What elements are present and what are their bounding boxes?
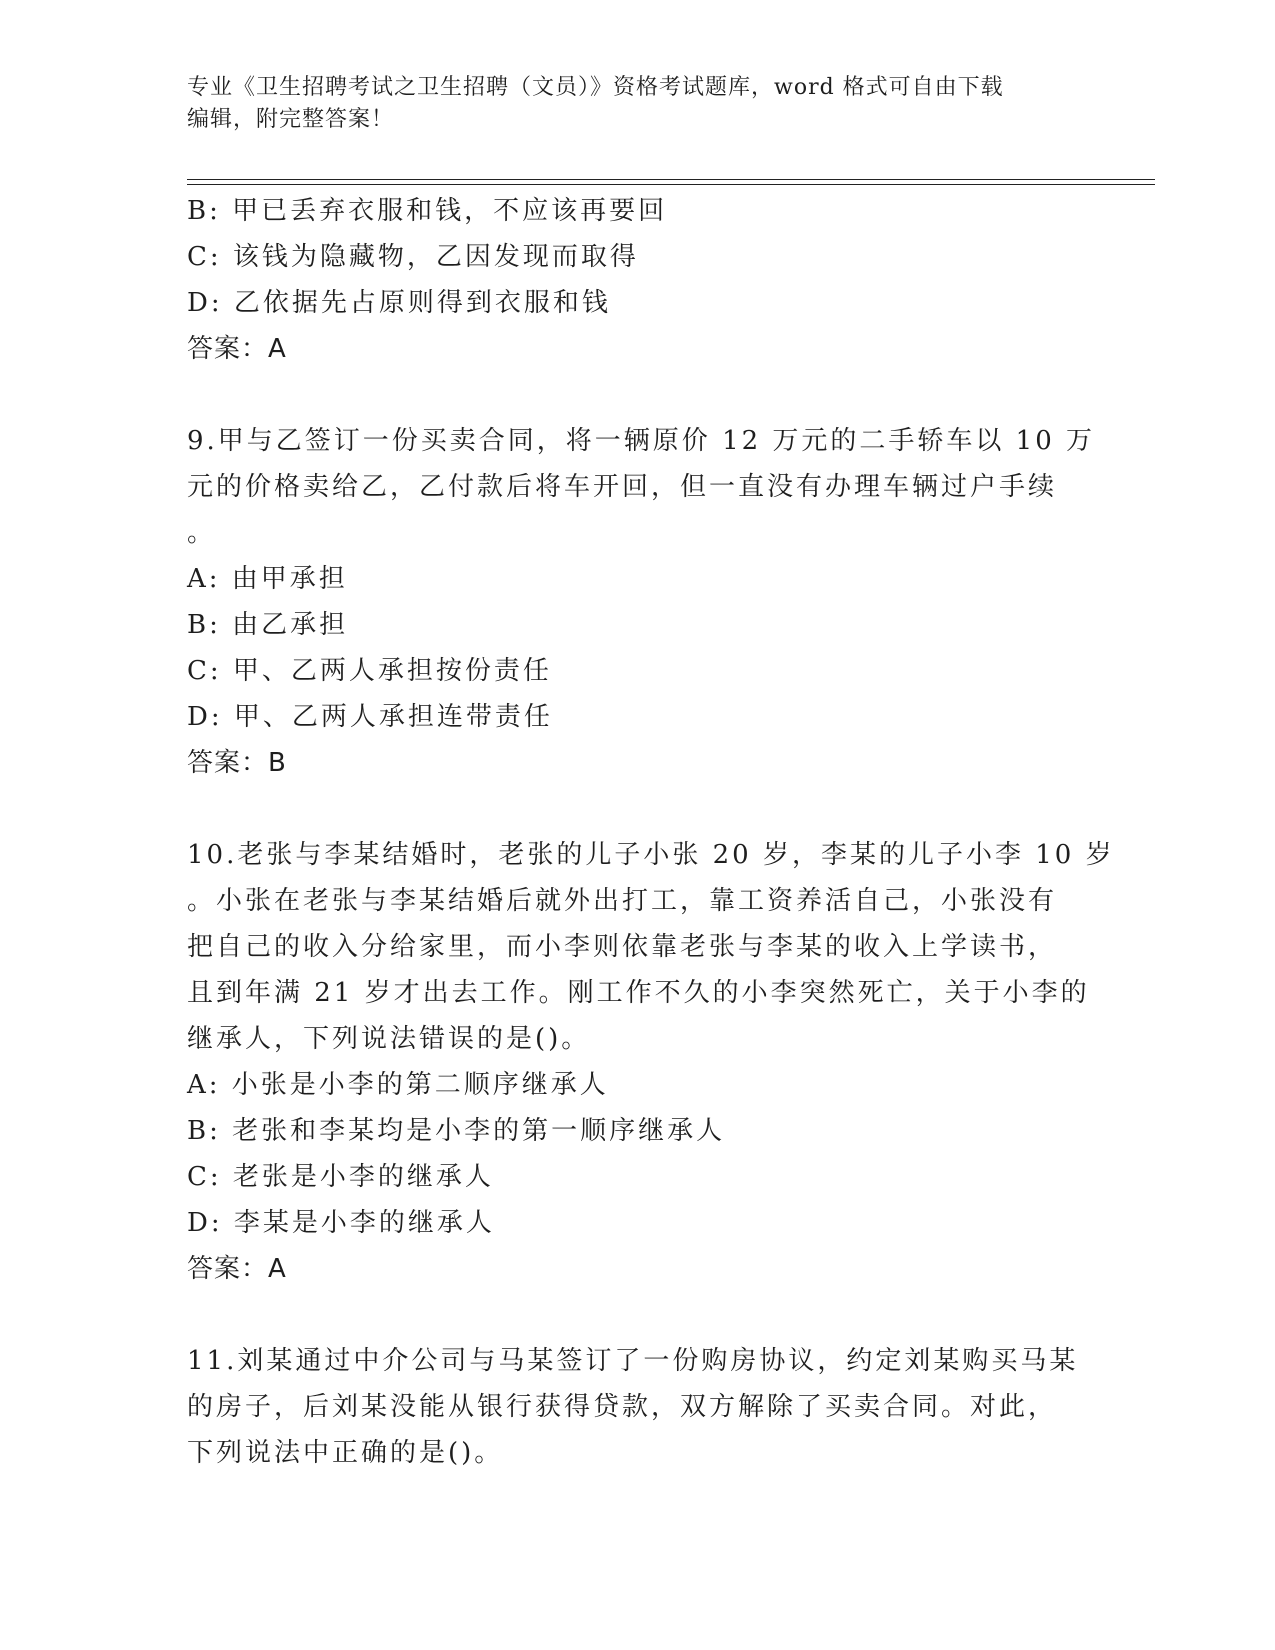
option-c: C: 老张是小李的继承人: [187, 1162, 494, 1192]
option-a: A: 由甲承担: [187, 564, 348, 594]
option-c: C: 甲、乙两人承担按份责任: [187, 656, 552, 686]
question-stem-line: 的房子，后刘某没能从银行获得贷款，双方解除了买卖合同。对此，: [187, 1392, 1058, 1422]
option-b: B: 老张和李某均是小李的第一顺序继承人: [187, 1116, 726, 1146]
question-stem-line: 下列说法中正确的是()。: [187, 1438, 504, 1468]
option-b: B: 甲已丢弃衣服和钱，不应该再要回: [187, 196, 668, 226]
document-header: [187, 72, 1067, 136]
answer-line: 答案：A: [187, 1254, 287, 1284]
question-stem-line: 。: [187, 518, 217, 548]
header-divider-top: [187, 179, 1155, 180]
header-divider-bottom: [187, 184, 1155, 185]
option-d: D: 甲、乙两人承担连带责任: [187, 702, 553, 732]
question-stem-line: 9.甲与乙签订一份买卖合同，将一辆原价 12 万元的二手轿车以 10 万: [187, 426, 1096, 456]
question-stem-line: 。小张在老张与李某结婚后就外出打工，靠工资养活自己，小张没有: [187, 886, 1058, 916]
header-line-2: 编辑，附完整答案！: [187, 107, 395, 132]
question-11: [187, 1338, 1087, 1476]
question-stem-line: 且到年满 21 岁才出去工作。刚工作不久的小李突然死亡，关于小李的: [187, 978, 1090, 1008]
answer-line: 答案：A: [187, 334, 287, 364]
question-stem-line: 继承人，下列说法错误的是()。: [187, 1024, 591, 1054]
question-stem-line: 把自己的收入分给家里，而小李则依靠老张与李某的收入上学读书，: [187, 932, 1058, 962]
question-9: [187, 418, 1096, 786]
option-d: D: 乙依据先占原则得到衣服和钱: [187, 288, 611, 318]
header-line-1: 专业《卫生招聘考试之卫生招聘（文员）》资格考试题库，word 格式可自由下载: [187, 75, 1004, 100]
document-body: [187, 188, 1115, 1476]
option-b: B: 由乙承担: [187, 610, 349, 640]
question-8-tail: [187, 188, 1087, 372]
question-stem-line: 11.刘某通过中介公司与马某签订了一份购房协议，约定刘某购买马某: [187, 1346, 1079, 1376]
question-stem-line: 10.老张与李某结婚时，老张的儿子小张 20 岁，李某的儿子小李 10 岁: [187, 840, 1115, 870]
question-stem-line: 元的价格卖给乙，乙付款后将车开回，但一直没有办理车辆过户手续: [187, 472, 1058, 502]
option-c: C: 该钱为隐藏物，乙因发现而取得: [187, 242, 639, 272]
option-a: A: 小张是小李的第二顺序继承人: [187, 1070, 609, 1100]
question-10: [187, 832, 1115, 1292]
answer-line: 答案：B: [187, 748, 287, 778]
option-d: D: 李某是小李的继承人: [187, 1208, 495, 1238]
